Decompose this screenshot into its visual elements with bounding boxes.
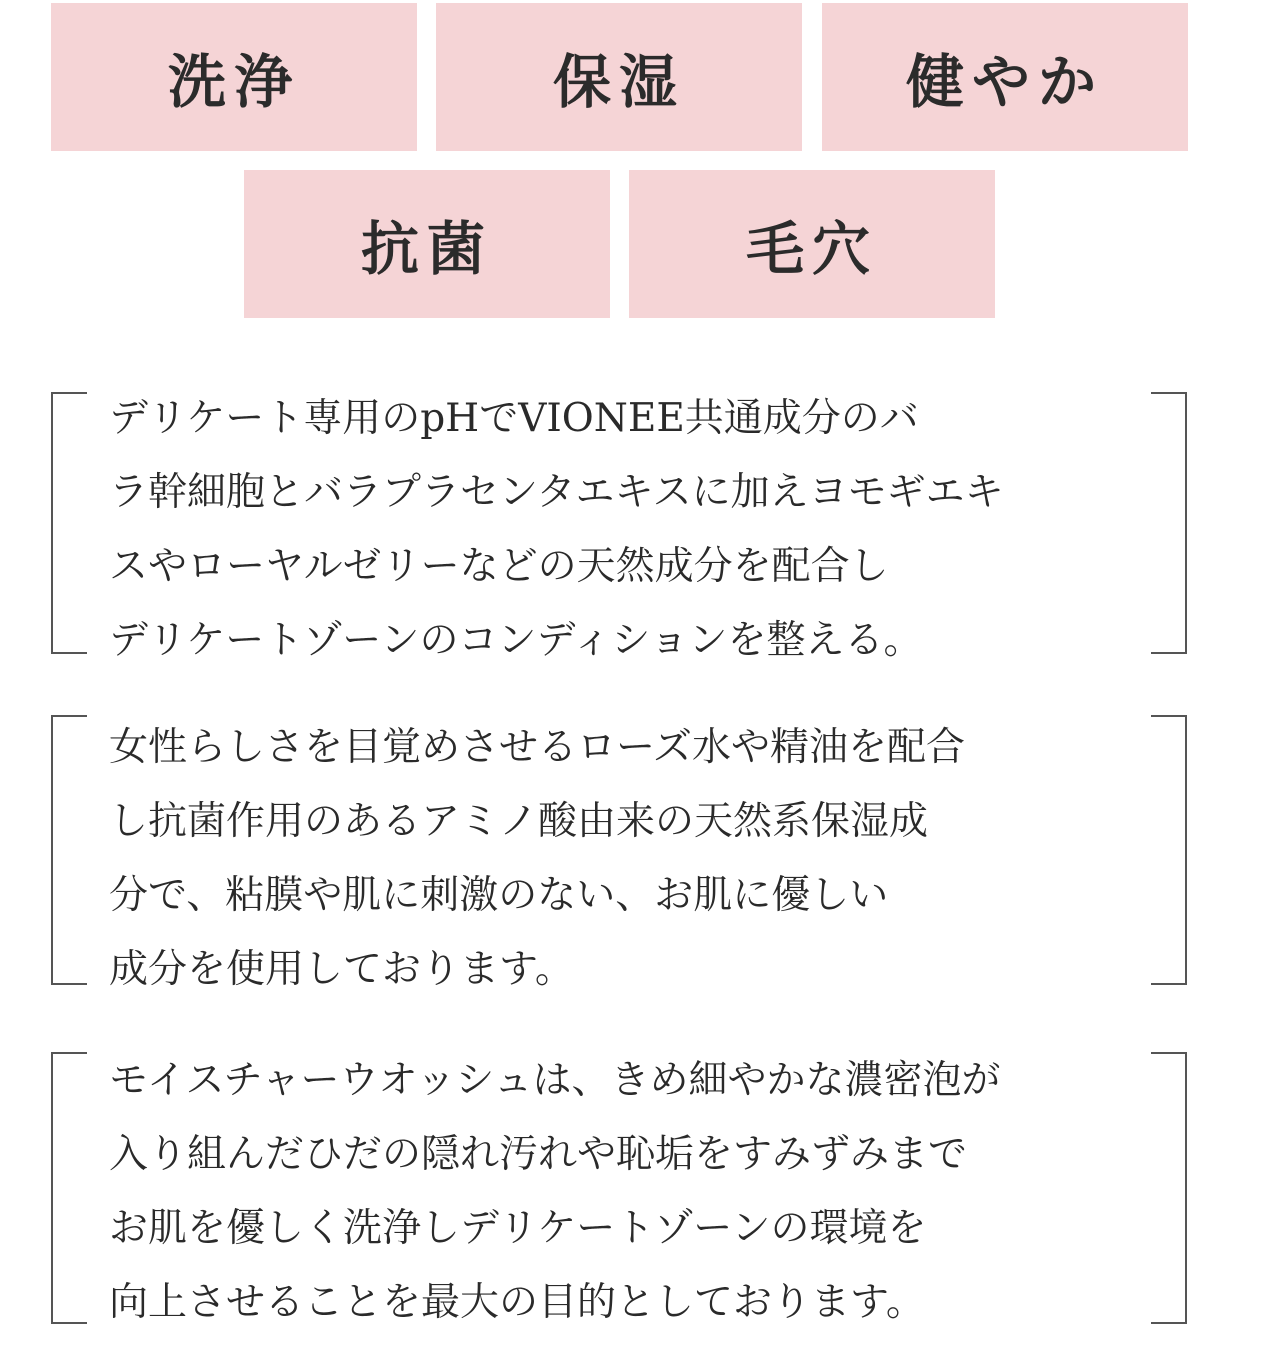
text-line: スやローヤルゼリーなどの天然成分を配合し bbox=[109, 544, 889, 589]
text-line: お肌を優しく洗浄しデリケートゾーンの環境を bbox=[109, 1206, 927, 1251]
feature-tag-antibacterial: 抗菌 bbox=[244, 170, 610, 318]
text-line: デリケート専用のpHでVIONEE共通成分のバ bbox=[109, 396, 919, 441]
description-block-rose bbox=[51, 715, 1187, 992]
text-line: し抗菌作用のあるアミノ酸由来の天然系保湿成 bbox=[109, 799, 929, 844]
block-text bbox=[109, 711, 1137, 1007]
right-bracket bbox=[1151, 715, 1187, 985]
description-block-ingredients bbox=[51, 392, 1187, 663]
right-bracket bbox=[1151, 1052, 1187, 1324]
description-block-wash bbox=[51, 1052, 1187, 1324]
feature-tag-moisturizing: 保湿 bbox=[436, 3, 802, 151]
text-line: ラ幹細胞とバラプラセンタエキスに加えヨモギエキ bbox=[109, 470, 1004, 515]
left-bracket bbox=[51, 392, 87, 654]
right-bracket bbox=[1151, 392, 1187, 654]
feature-tag-cleansing: 洗浄 bbox=[51, 3, 417, 151]
text-line: モイスチャーウオッシュは、きめ細やかな濃密泡が bbox=[109, 1058, 1001, 1103]
text-line: 女性らしさを目覚めさせるローズ水や精油を配合 bbox=[109, 725, 966, 770]
block-text bbox=[109, 1044, 1137, 1340]
feature-tag-pores: 毛穴 bbox=[629, 170, 995, 318]
feature-tag-healthy: 健やか bbox=[822, 3, 1188, 151]
text-line: 成分を使用しております。 bbox=[109, 947, 574, 992]
text-line: 向上させることを最大の目的としております。 bbox=[109, 1280, 925, 1325]
left-bracket bbox=[51, 715, 87, 985]
text-line: デリケートゾーンのコンディションを整える。 bbox=[109, 618, 923, 663]
text-line: 入り組んだひだの隠れ汚れや恥垢をすみずみまで bbox=[109, 1132, 968, 1177]
block-text bbox=[109, 382, 1137, 678]
left-bracket bbox=[51, 1052, 87, 1324]
text-line: 分で、粘膜や肌に刺激のない、お肌に優しい bbox=[109, 873, 889, 918]
